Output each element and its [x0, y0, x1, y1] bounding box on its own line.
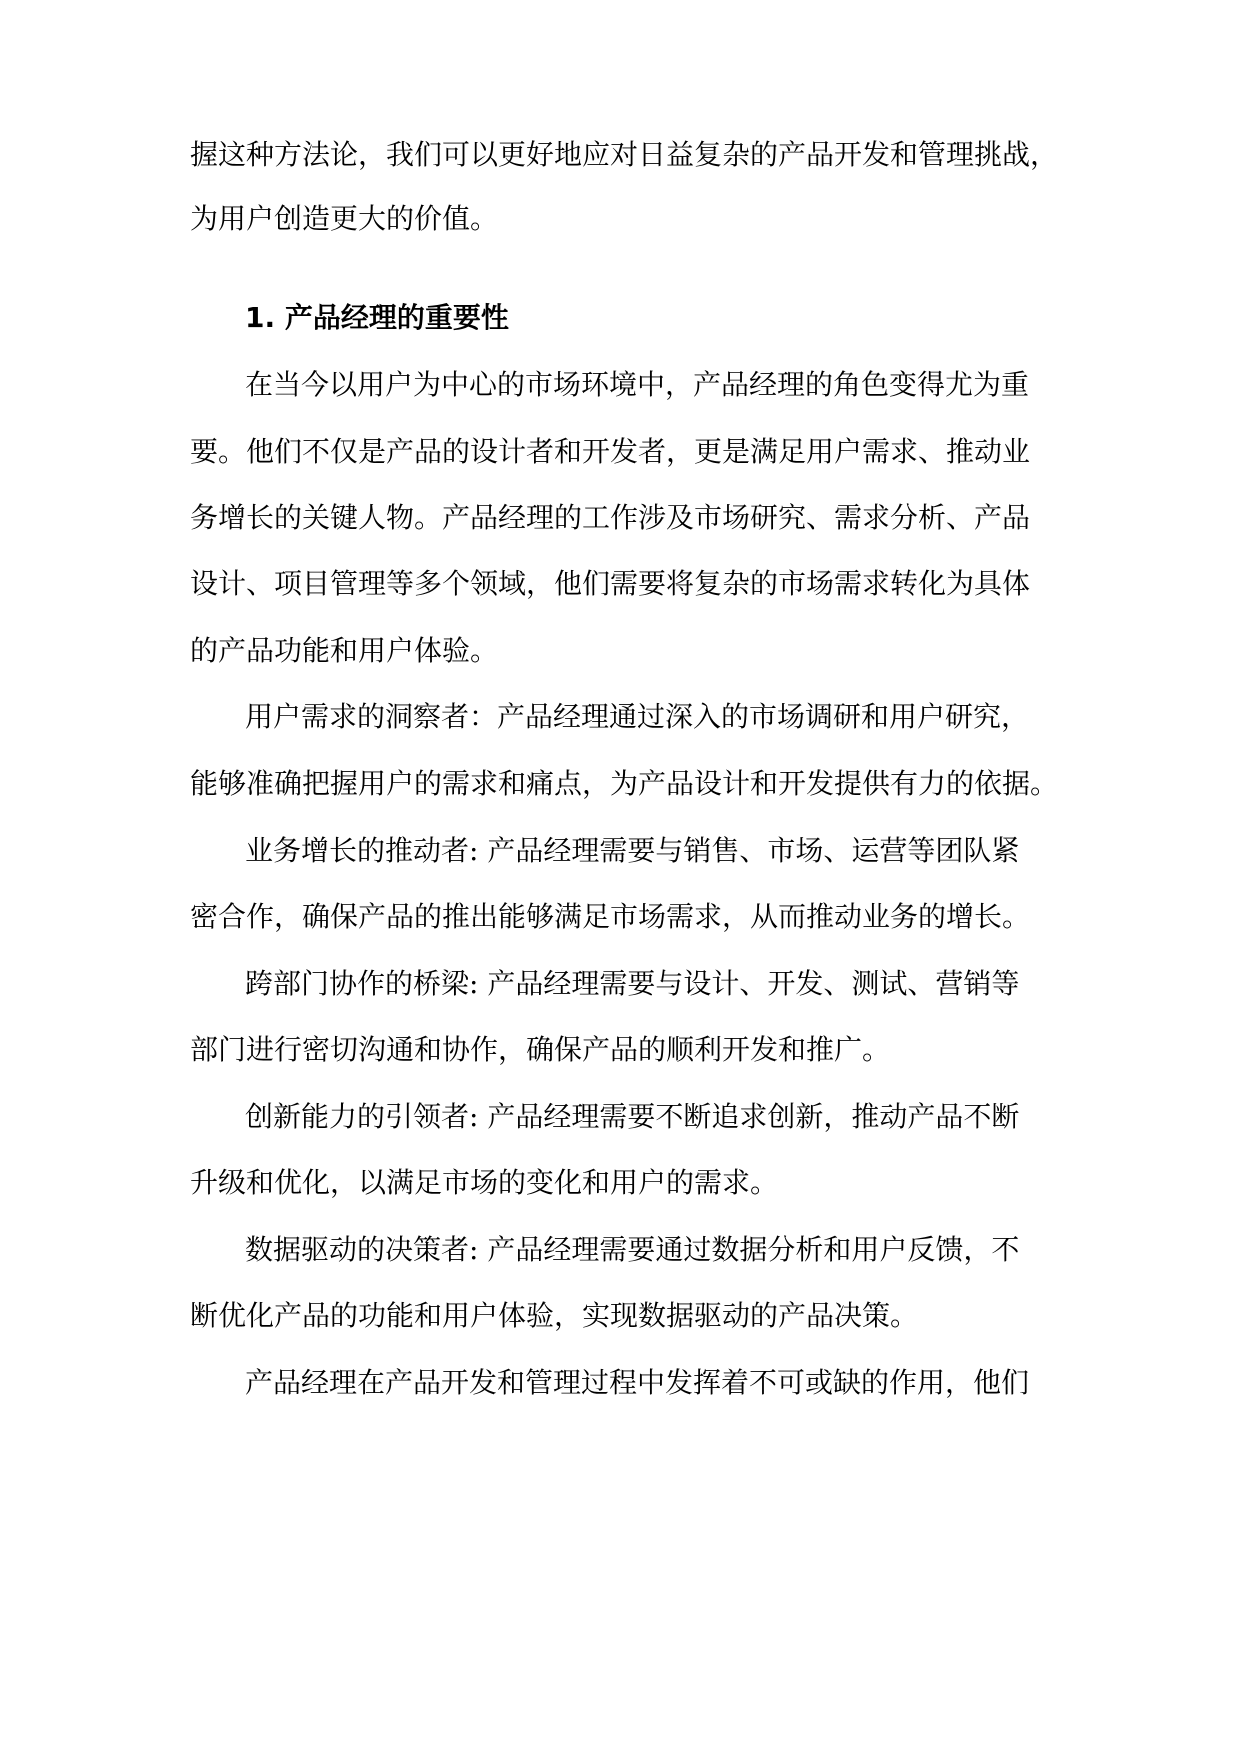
- paragraph-1-line-2: 要。他们不仅是产品的设计者和开发者，更是满足用户需求、推动业: [190, 435, 1031, 468]
- paragraph-1-line-3: 务增长的关键人物。产品经理的工作涉及市场研究、需求分析、产品: [190, 501, 1031, 534]
- paragraph-2-line-2: 能够准确把握用户的需求和痛点，为产品设计和开发提供有力的依据。: [190, 767, 1059, 800]
- paragraph-7-line-1: 产品经理在产品开发和管理过程中发挥着不可或缺的作用，他们: [245, 1366, 1030, 1399]
- paragraph-6-line-2: 断优化产品的功能和用户体验，实现数据驱动的产品决策。: [190, 1299, 919, 1332]
- paragraph-3-line-2: 密合作，确保产品的推出能够满足市场需求，从而推动业务的增长。: [190, 900, 1031, 933]
- paragraph-2-line-1: 用户需求的洞察者：产品经理通过深入的市场调研和用户研究，: [245, 700, 1030, 733]
- paragraph-3-line-1: 业务增长的推动者: 产品经理需要与销售、市场、运营等团队紧: [245, 834, 1020, 867]
- paragraph-6-line-1: 数据驱动的决策者: 产品经理需要通过数据分析和用户反馈，不: [245, 1233, 1020, 1266]
- paragraph-4-line-1: 跨部门协作的桥梁: 产品经理需要与设计、开发、测试、营销等: [245, 967, 1020, 1000]
- paragraph-5-line-1: 创新能力的引领者: 产品经理需要不断追求创新，推动产品不断: [245, 1100, 1020, 1133]
- paragraph-5-line-2: 升级和优化，以满足市场的变化和用户的需求。: [190, 1166, 779, 1199]
- paragraph-4-line-2: 部门进行密切沟通和协作，确保产品的顺利开发和推广。: [190, 1033, 891, 1066]
- paragraph-1-line-4: 设计、项目管理等多个领域，他们需要将复杂的市场需求转化为具体: [190, 567, 1031, 600]
- intro-line-2: 为用户创造更大的价值。: [190, 202, 499, 235]
- section-heading: 1. 产品经理的重要性: [245, 301, 509, 334]
- paragraph-1-line-5: 的产品功能和用户体验。: [190, 634, 499, 667]
- intro-line-1: 握这种方法论，我们可以更好地应对日益复杂的产品开发和管理挑战，: [190, 138, 1059, 171]
- paragraph-1-line-1: 在当今以用户为中心的市场环境中，产品经理的角色变得尤为重: [245, 368, 1030, 401]
